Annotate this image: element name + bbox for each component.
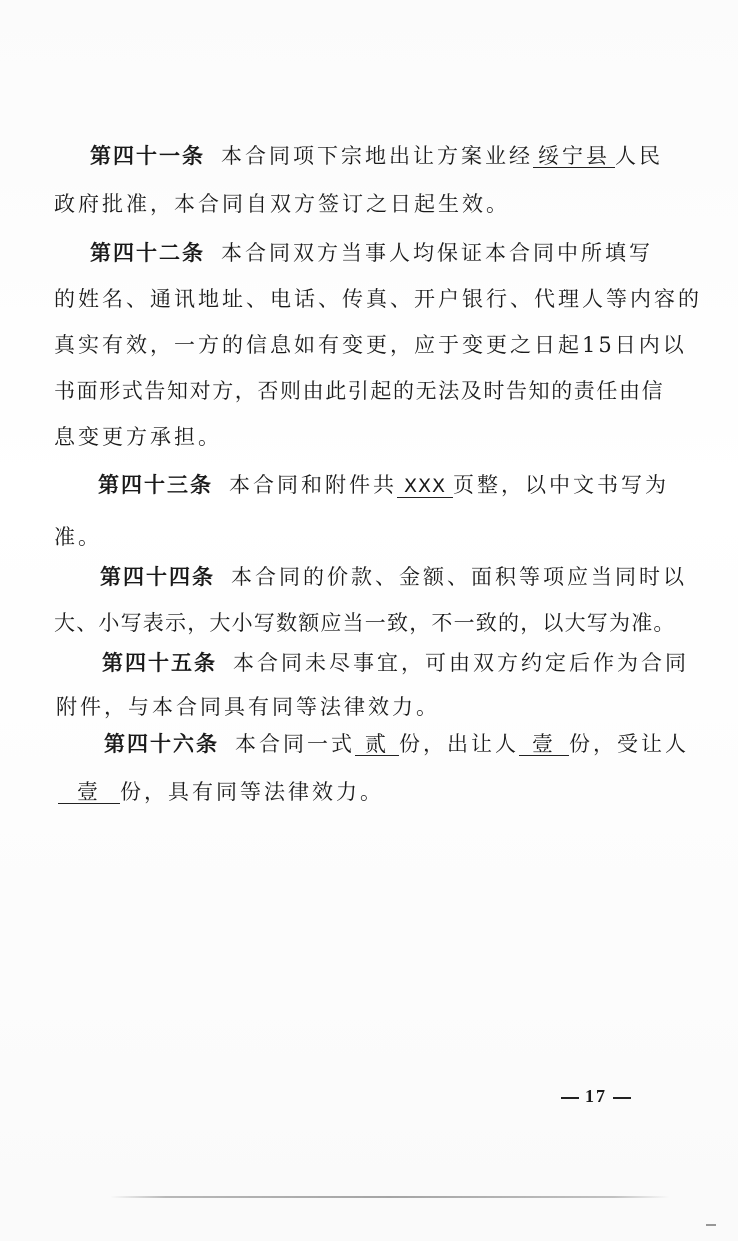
- article-46-line-2: [58, 779, 384, 805]
- article-43-text-1b: 页整，以中文书写为: [453, 473, 669, 497]
- article-41-text-2: 政府批准，本合同自双方签订之日起生效。: [54, 192, 510, 216]
- article-42-title: 第四十二条: [90, 240, 205, 265]
- article-43-text-2: 准。: [54, 525, 102, 549]
- page-number-dash-left: [561, 1097, 579, 1099]
- article-41-line-2: [54, 191, 510, 217]
- article-45-text-1: 本合同未尽事宜，可由双方约定后作为合同: [233, 651, 689, 675]
- article-46-fill-transferee-copies: 壹: [58, 781, 120, 804]
- article-41-text-1a: 本合同项下宗地出让方案业经: [221, 144, 533, 168]
- article-46-text-1b: 份，出让人: [399, 732, 519, 756]
- article-43-title: 第四十三条: [98, 472, 213, 497]
- article-45-text-2: 附件，与本合同具有同等法律效力。: [56, 695, 440, 719]
- article-42-line-4: [54, 378, 664, 404]
- article-42-text-1: 本合同双方当事人均保证本合同中所填写: [221, 241, 653, 265]
- article-45-line-1: [102, 650, 689, 676]
- page-number-dash-right: [613, 1097, 631, 1099]
- article-44-text-1: 本合同的价款、金额、面积等项应当同时以: [231, 565, 687, 589]
- article-45-line-2: [56, 694, 440, 720]
- article-41-line-1: [90, 143, 663, 169]
- article-42-text-2: 的姓名、通讯地址、电话、传真、开户银行、代理人等内容的: [54, 287, 702, 311]
- article-44-title: 第四十四条: [100, 564, 215, 589]
- scan-edge-line: [110, 1196, 670, 1198]
- scan-corner-mark: [706, 1224, 716, 1226]
- article-42-line-2: [54, 286, 702, 312]
- article-42-line-1: [90, 240, 653, 266]
- article-43-line-1: [98, 472, 669, 498]
- page-number-value: 17: [585, 1086, 607, 1106]
- article-43-line-2: [54, 524, 102, 550]
- article-42-text-5: 息变更方承担。: [54, 425, 222, 449]
- article-46-title: 第四十六条: [104, 731, 219, 756]
- article-46-text-1a: 本合同一式: [235, 732, 355, 756]
- article-43-fill-pages: XXX: [397, 475, 453, 498]
- article-41-title: 第四十一条: [90, 143, 205, 168]
- article-42-text-4: 书面形式告知对方，否则由此引起的无法及时告知的责任由信: [54, 379, 665, 403]
- article-46-fill-total-copies: 贰: [355, 733, 399, 756]
- article-46-fill-transferor-copies: 壹: [519, 733, 569, 756]
- article-44-line-1: [100, 564, 687, 590]
- article-46-line-1: [104, 731, 689, 757]
- article-46-text-2: 份，具有同等法律效力。: [120, 780, 384, 804]
- page-number: [555, 1086, 637, 1107]
- article-46-text-1c: 份，受让人: [569, 732, 689, 756]
- article-44-text-2: 大、小写表示，大小写数额应当一致，不一致的，以大写为准。: [54, 611, 676, 635]
- article-41-fill-county: 绥宁县: [533, 145, 615, 168]
- article-43-text-1a: 本合同和附件共: [229, 473, 397, 497]
- article-42-text-3: 真实有效，一方的信息如有变更，应于变更之日起15日内以: [54, 333, 687, 357]
- article-41-text-1b: 人民: [615, 144, 663, 168]
- article-44-line-2: [54, 610, 676, 636]
- article-45-title: 第四十五条: [102, 650, 217, 675]
- article-42-line-5: [54, 424, 222, 450]
- article-42-line-3: [54, 332, 687, 358]
